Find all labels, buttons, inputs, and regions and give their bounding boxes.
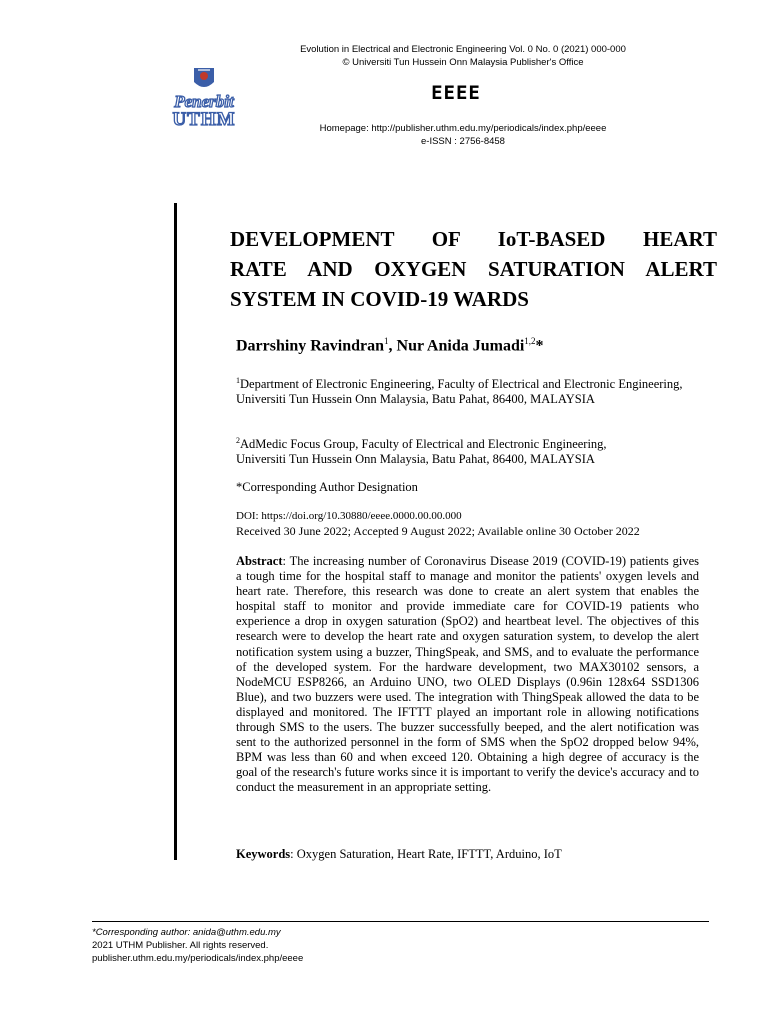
affiliation-1-number: 1	[236, 376, 240, 385]
footer-rights: 2021 UTHM Publisher. All rights reserved.	[92, 940, 269, 951]
title-line-2: RATE AND OXYGEN SATURATION ALERT	[230, 257, 717, 281]
penerbit-uthm-logo	[158, 64, 250, 130]
keywords-label: Keywords	[236, 847, 291, 861]
eissn-line: e-ISSN : 2756-8458	[421, 136, 505, 147]
journal-citation-line: Evolution in Electrical and Electronic Engineering Vol. 0 No. 0 (2021) 000-000	[300, 44, 626, 55]
affiliation-1	[236, 373, 706, 407]
doi-link[interactable]: DOI: https://doi.org/10.30880/eeee.0000.00.00.000	[236, 510, 462, 522]
affiliation-2	[236, 433, 706, 467]
author-separator: ,	[388, 337, 397, 355]
author-2-affiliation-mark: 1,2	[524, 336, 536, 346]
copyright-line: © Universiti Tun Hussein Onn Malaysia Publisher's Office	[342, 57, 584, 68]
logo-text-penerbit: Penerbit	[174, 92, 234, 111]
homepage-link[interactable]: Homepage: http://publisher.uthm.edu.my/periodicals/index.php/eeee	[319, 123, 607, 134]
keywords-text: : Oxygen Saturation, Heart Rate, IFTTT, Arduino, IoT	[290, 847, 562, 861]
affiliation-2-line-2: Universiti Tun Hussein Onn Malaysia, Batu Pahat, 86400, MALAYSIA	[236, 452, 595, 467]
title-line-3: SYSTEM IN COVID-19 WARDS	[230, 287, 529, 311]
abstract-label: Abstract	[236, 554, 283, 568]
author-1-affiliation-mark: 1	[384, 336, 389, 346]
author-2-name: Nur Anida Jumadi	[396, 337, 525, 355]
affiliation-2-line-1: AdMedic Focus Group, Faculty of Electrical and Electronic Engineering,	[240, 437, 607, 452]
keywords	[236, 847, 562, 862]
footer-rule	[92, 921, 709, 922]
title-line-1: DEVELOPMENT OF IoT-BASED HEART	[230, 227, 717, 251]
received-dates: Received 30 June 2022; Accepted 9 August 2022; Available online 30 October 2022	[236, 524, 640, 538]
logo-text-uthm: UTHM	[172, 109, 236, 130]
abstract	[236, 554, 699, 796]
author-1-name: Darrshiny Ravindran	[236, 337, 385, 355]
corresponding-mark: *	[535, 337, 544, 355]
journal-abbreviation: EEEE	[431, 82, 481, 104]
crest-icon	[194, 68, 214, 87]
affiliation-1-line-1: Department of Electronic Engineering, Faculty of Electrical and Electronic Engineering,	[240, 377, 683, 392]
abstract-text: : The increasing number of Coronavirus Disease 2019 (COVID-19) patients gives a tough time for the hospital staff to manage and monitor the patients' oxygen levels and heart rate. Therefore, this research was done to create an alert system that enables the hospital staff to monitor and provide immediate care for COVID-19 patients who experience a drop in oxygen saturation (SpO2) and heartbeat level. The objectives of this research were to develop the heart rate and oxygen saturation system, to develop the alert notification system using a buzzer, ThingSpeak, and SMS, and to evaluate the performance of the developed system. For the hardware development, two MAX30102 sensors, a NodeMCU ESP8266, an Arduino UNO, two OLED Displays (0.96in 128x64 SSD1306 Blue), and two buzzers were used. The integration with ThingSpeak allowed the data to be displayed and monitored. The IFTTT played an important role in allowing notifications through SMS to the users. The buzzer successfully beeped, and the alert notification was sent to the authorized personnel in the form of SMS when the SpO2 dropped below 94%, BPM was less than 60 and when exceed 120. Obtaining a high degree of accuracy is the goal of the research's future works since it is important to verify the device's accuracy and to conduct the measurement in an appropriate setting.	[236, 554, 699, 795]
affiliation-2-number: 2	[236, 436, 240, 445]
left-vertical-rule	[174, 203, 177, 860]
footer-corresponding-author: *Corresponding author: anida@uthm.edu.my	[92, 927, 281, 938]
author-list	[236, 336, 544, 355]
article-title	[230, 224, 717, 314]
affiliation-1-line-2: Universiti Tun Hussein Onn Malaysia, Batu Pahat, 86400, MALAYSIA	[236, 392, 595, 407]
corresponding-author-designation: *Corresponding Author Designation	[236, 480, 418, 494]
footer-url[interactable]: publisher.uthm.edu.my/periodicals/index.php/eeee	[92, 953, 304, 964]
